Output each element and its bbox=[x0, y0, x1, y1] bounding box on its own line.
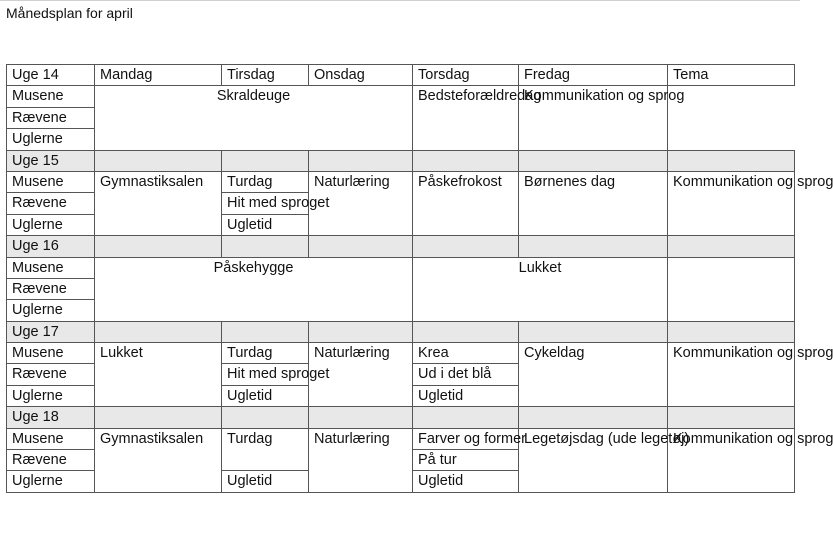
activity-cell: Krea bbox=[413, 343, 519, 364]
activity-cell: Gymnastiksalen bbox=[95, 171, 222, 235]
activity-cell: Hit med sproget bbox=[222, 193, 309, 214]
table-row bbox=[7, 257, 795, 278]
week-row bbox=[7, 150, 795, 171]
activity-cell: Gymnastiksalen bbox=[95, 428, 222, 492]
activity-cell: Turdag bbox=[222, 171, 309, 192]
group-label: Musene bbox=[7, 428, 95, 449]
group-label: Rævene bbox=[7, 193, 95, 214]
top-border bbox=[0, 0, 800, 1]
group-label: Musene bbox=[7, 171, 95, 192]
column-header-fredag: Fredag bbox=[519, 65, 668, 86]
group-label: Uglerne bbox=[7, 214, 95, 235]
group-label: Uglerne bbox=[7, 385, 95, 406]
activity-cell: Børnenes dag bbox=[519, 171, 668, 235]
column-header-mandag: Mandag bbox=[95, 65, 222, 86]
page-title: Månedsplan for april bbox=[6, 5, 133, 21]
activity-cell: Skraldeuge bbox=[95, 86, 413, 150]
activity-cell: På tur bbox=[413, 450, 519, 471]
theme-cell: Kommunikation og sprog bbox=[668, 428, 795, 492]
table-row bbox=[7, 171, 795, 192]
activity-cell: Naturlæring bbox=[309, 171, 413, 235]
activity-cell: Lukket bbox=[95, 343, 222, 407]
group-label: Uglerne bbox=[7, 129, 95, 150]
activity-cell: Ugletid bbox=[413, 471, 519, 492]
week-label: Uge 15 bbox=[7, 150, 95, 171]
table-row bbox=[7, 86, 795, 107]
activity-cell: Ud i det blå bbox=[413, 364, 519, 385]
theme-cell: Kommunikation og sprog bbox=[668, 171, 795, 235]
group-label: Rævene bbox=[7, 278, 95, 299]
activity-cell: Hit med sproget bbox=[222, 364, 309, 385]
theme-cell bbox=[668, 257, 795, 321]
activity-cell: Ugletid bbox=[222, 385, 309, 406]
week-row bbox=[7, 321, 795, 342]
week-label: Uge 17 bbox=[7, 321, 95, 342]
week-label: Uge 16 bbox=[7, 236, 95, 257]
week-row bbox=[7, 407, 795, 428]
column-header-torsdag: Torsdag bbox=[413, 65, 519, 86]
group-label: Musene bbox=[7, 86, 95, 107]
activity-cell: Lukket bbox=[413, 257, 668, 321]
week-label: Uge 14 bbox=[7, 65, 95, 86]
activity-cell: Naturlæring bbox=[309, 428, 413, 492]
month-plan-table bbox=[6, 64, 833, 493]
activity-cell: Naturlæring bbox=[309, 343, 413, 407]
group-label: Rævene bbox=[7, 107, 95, 128]
activity-cell: Turdag bbox=[222, 343, 309, 364]
group-label: Musene bbox=[7, 343, 95, 364]
activity-cell: Cykeldag bbox=[519, 343, 668, 407]
table-row bbox=[7, 343, 795, 364]
activity-cell: Påskehygge bbox=[95, 257, 413, 321]
activity-cell: Farver og former bbox=[413, 428, 519, 449]
column-header-tema: Tema bbox=[668, 65, 795, 86]
activity-cell: Ugletid bbox=[222, 214, 309, 235]
group-label: Uglerne bbox=[7, 471, 95, 492]
group-label: Rævene bbox=[7, 450, 95, 471]
week-row bbox=[7, 236, 795, 257]
group-label: Uglerne bbox=[7, 300, 95, 321]
column-header-tirsdag: Tirsdag bbox=[222, 65, 309, 86]
theme-cell: Kommunikation og sprog bbox=[668, 343, 795, 407]
activity-cell: Ugletid bbox=[413, 385, 519, 406]
activity-cell: Turdag bbox=[222, 428, 309, 471]
theme-cell: Kommunikation og sprog bbox=[519, 86, 668, 150]
activity-cell: Legetøjsdag (ude legetøj) bbox=[519, 428, 668, 492]
activity-cell: Ugletid bbox=[222, 471, 309, 492]
group-label: Musene bbox=[7, 257, 95, 278]
activity-cell: Påskefrokost bbox=[413, 171, 519, 235]
column-header-onsdag: Onsdag bbox=[309, 65, 413, 86]
activity-cell: Bedsteforældredag bbox=[413, 86, 519, 150]
header-row bbox=[7, 65, 795, 86]
week-label: Uge 18 bbox=[7, 407, 95, 428]
group-label: Rævene bbox=[7, 364, 95, 385]
